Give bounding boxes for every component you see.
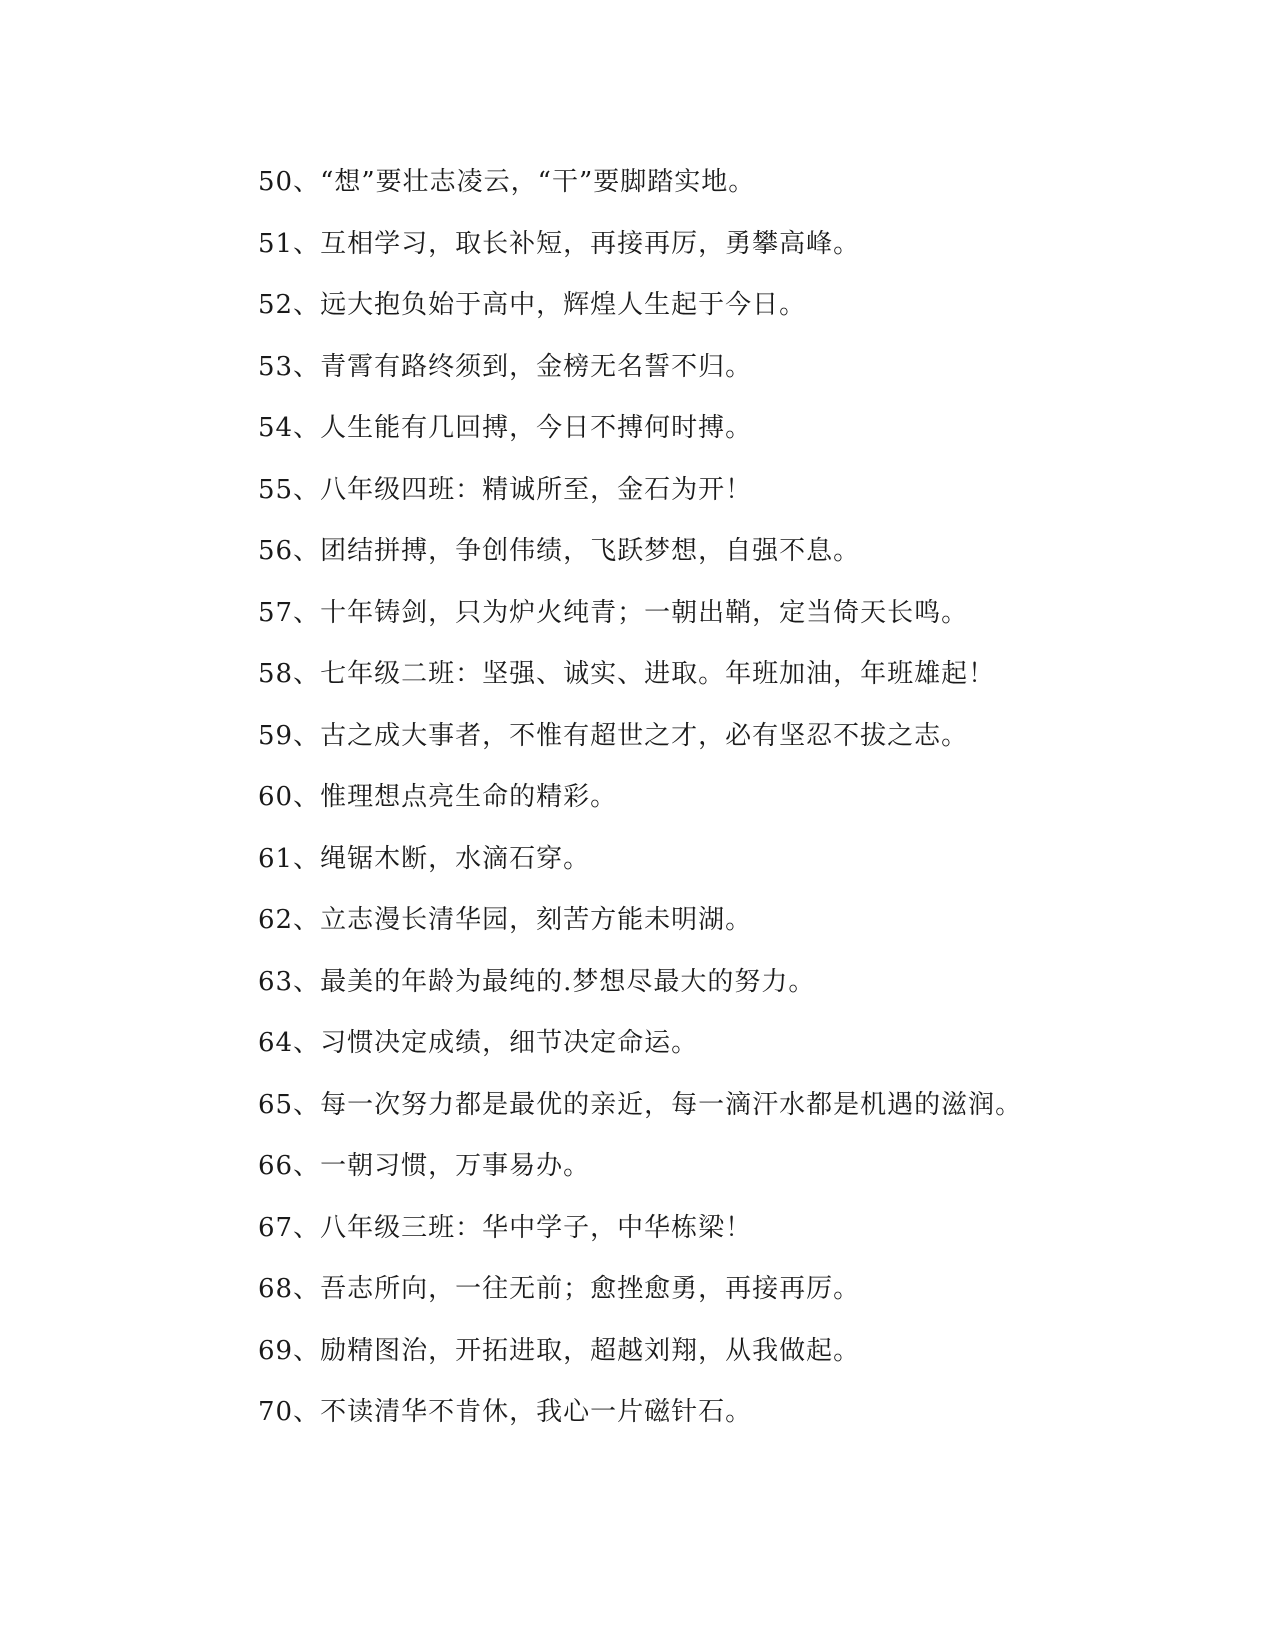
list-item: 53、青霄有路终须到，金榜无名誓不归。	[258, 351, 753, 382]
list-item: 59、古之成大事者，不惟有超世之才，必有坚忍不拔之志。	[258, 720, 969, 751]
list-item: 67、八年级三班：华中学子，中华栋梁！	[258, 1212, 753, 1243]
list-item: 66、一朝习惯，万事易办。	[258, 1151, 591, 1181]
list-item: 51、互相学习，取长补短，再接再厉，勇攀高峰。	[258, 228, 861, 259]
list-item: 55、八年级四班：精诚所至，金石为开！	[258, 474, 753, 505]
list-item: 58、七年级二班：坚强、诚实、进取。年班加油，年班雄起！	[258, 659, 996, 689]
list-item: 60、惟理想点亮生命的精彩。	[258, 782, 618, 812]
list-item: 68、吾志所向，一往无前；愈挫愈勇，再接再厉。	[258, 1274, 861, 1304]
list-item: 52、远大抱负始于高中，辉煌人生起于今日。	[258, 290, 807, 320]
list-item: 65、每一次努力都是最优的亲近，每一滴汗水都是机遇的滋润。	[258, 1089, 1023, 1120]
list-item: 61、绳锯木断，水滴石穿。	[258, 843, 591, 874]
list-item: 56、团结拼搏，争创伟绩，飞跃梦想，自强不息。	[258, 536, 861, 566]
list-item: 69、励精图治，开拓进取，超越刘翔，从我做起。	[258, 1335, 861, 1366]
list-item: 54、人生能有几回搏，今日不搏何时搏。	[258, 413, 753, 443]
list-item: 50、“想”要壮志凌云，“干”要脚踏实地。	[258, 167, 756, 197]
list-item: 57、十年铸剑，只为炉火纯青；一朝出鞘，定当倚天长鸣。	[258, 597, 969, 628]
list-item: 64、习惯决定成绩，细节决定命运。	[258, 1028, 699, 1058]
list-item: 62、立志漫长清华园，刻苦方能未明湖。	[258, 905, 753, 935]
list-item: 70、不读清华不肯休，我心一片磁针石。	[258, 1397, 753, 1427]
slogan-list	[258, 164, 1218, 1456]
list-item: 63、最美的年龄为最纯的.梦想尽最大的努力。	[258, 966, 816, 997]
